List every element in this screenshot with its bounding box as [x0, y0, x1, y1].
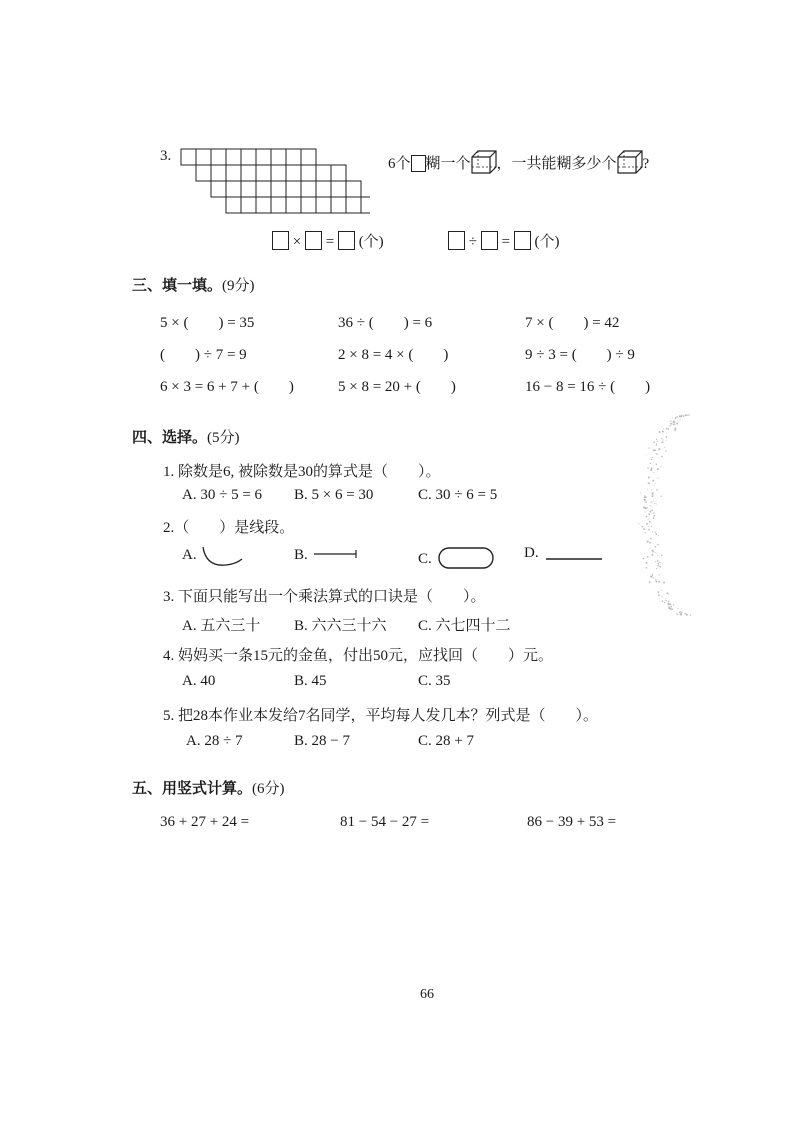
- vertical-calc-item: 36 + 27 + 24 =: [160, 814, 250, 830]
- speckle-dot: [652, 549, 654, 551]
- speckle-dot: [653, 441, 655, 443]
- speckle-dot: [651, 554, 653, 556]
- section3-points: (9分): [222, 278, 255, 294]
- problem3-text-b: 糊一个: [425, 156, 471, 172]
- paper-grid-cell: [196, 149, 211, 165]
- speckle-dot: [680, 419, 681, 420]
- question-5-option-a[interactable]: A. 28 ÷ 7: [186, 733, 243, 749]
- paper-grid-cell: [331, 165, 346, 181]
- speckle-dot: [656, 439, 657, 440]
- speckle-dot: [683, 415, 685, 417]
- speckle-dot: [657, 591, 659, 593]
- speckle-dot: [654, 449, 656, 451]
- speckle-dot: [681, 614, 682, 615]
- paper-grid-cell: [301, 181, 316, 197]
- paper-grid-cell: [226, 149, 241, 165]
- speckle-dot: [664, 602, 665, 603]
- section3-heading: [132, 274, 255, 295]
- option-label: A.: [182, 547, 197, 563]
- paper-grid-cell: [211, 165, 226, 181]
- paper-grid-cell: [346, 181, 361, 197]
- speckle-dot: [667, 603, 669, 605]
- speckle-dot: [648, 519, 649, 520]
- paper-grid-cell: [301, 197, 316, 213]
- answer-box[interactable]: [305, 231, 322, 250]
- speckle-dot: [657, 555, 658, 556]
- speckle-dot: [653, 577, 654, 578]
- question-2-option-b[interactable]: [294, 545, 360, 564]
- speckle-dot: [668, 601, 670, 603]
- paper-grid-cell: [256, 149, 271, 165]
- speckle-dot: [686, 614, 688, 616]
- speckle-dot: [653, 501, 654, 502]
- cube-box-icon: [471, 150, 497, 179]
- paper-grid-cell: [241, 181, 256, 197]
- speckle-dot: [680, 614, 681, 615]
- speckle-dot: [677, 420, 678, 421]
- question-2-option-c[interactable]: [418, 545, 496, 571]
- speckle-dot: [645, 501, 646, 502]
- fill-item: 7 × ( ) = 42: [525, 315, 620, 331]
- paper-grid-figure: [180, 148, 370, 219]
- speckle-dot: [655, 546, 657, 548]
- paper-grid-cell: [256, 197, 271, 213]
- speckle-dot: [661, 456, 663, 458]
- fill-item: 5 × 8 = 20 + ( ): [338, 379, 456, 395]
- section3-title: 三、填一填。: [132, 276, 223, 294]
- speckle-dot: [666, 600, 667, 601]
- speckle-dot: [652, 509, 653, 510]
- speckle-dot: [677, 422, 678, 423]
- speckle-dot: [668, 607, 670, 609]
- question-3-option-c[interactable]: C. 六七四十二: [418, 618, 511, 634]
- speckle-dot: [663, 582, 665, 584]
- paper-grid-cell: [226, 181, 241, 197]
- answer-box[interactable]: [481, 231, 498, 250]
- speckle-dot: [690, 614, 692, 616]
- speckle-dot: [656, 463, 658, 465]
- speckle-dot: [654, 443, 655, 444]
- speckle-dot: [676, 613, 677, 614]
- paper-grid-cell: [271, 149, 286, 165]
- paper-grid-cell: [226, 165, 241, 181]
- speckle-dot: [659, 431, 661, 433]
- question-4-option-c[interactable]: C. 35: [418, 673, 451, 689]
- speckle-dot: [670, 423, 672, 425]
- question-1-option-a[interactable]: A. 30 ÷ 5 = 6: [182, 487, 263, 503]
- speckle-dot: [646, 567, 648, 569]
- speckle-dot: [640, 492, 641, 493]
- speckle-dot: [652, 531, 653, 532]
- speckle-dot: [673, 604, 674, 605]
- speckle-dot: [646, 454, 647, 455]
- paper-grid-cell: [271, 165, 286, 181]
- problem3-text-d: ?: [642, 156, 650, 172]
- speckle-dot: [647, 489, 648, 490]
- speckle-dot: [666, 440, 667, 441]
- speckle-dot: [657, 468, 659, 470]
- speckle-dot: [652, 492, 654, 494]
- speckle-dot: [688, 414, 690, 416]
- speckle-dot: [646, 562, 647, 563]
- speckle-dot: [650, 469, 651, 470]
- speckle-dot: [657, 565, 659, 567]
- paper-grid-cell: [256, 165, 271, 181]
- speckle-dot: [665, 598, 666, 599]
- fill-item: 36 ÷ ( ) = 6: [338, 315, 433, 331]
- question-2-option-a[interactable]: [182, 545, 244, 569]
- speckle-dot: [651, 495, 653, 497]
- speckle-dot: [681, 612, 682, 613]
- paper-grid-cell: [331, 197, 346, 213]
- question-5-stem: 5. 把28本作业本发给7名同学，平均每人发几本？列式是（ ）。: [163, 708, 599, 724]
- paper-grid-cell: [286, 149, 301, 165]
- speckle-dot: [680, 416, 681, 417]
- speckle-dot: [647, 507, 648, 508]
- speckle-dot: [652, 457, 653, 458]
- option-label: D.: [524, 545, 539, 561]
- paper-grid-cell: [286, 181, 301, 197]
- speckle-dot: [649, 521, 651, 523]
- speckle-dot: [648, 541, 649, 542]
- speckle-dot: [648, 447, 649, 448]
- speckle-dot: [647, 556, 649, 558]
- speckle-dot: [686, 415, 687, 416]
- paper-grid-cell: [181, 149, 196, 165]
- problem3-number: 3.: [160, 148, 172, 164]
- fill-item: 9 ÷ 3 = ( ) ÷ 9: [525, 347, 635, 363]
- speckle-dot: [661, 596, 662, 597]
- question-4-option-b[interactable]: B. 45: [294, 673, 327, 689]
- paper-grid-svg: [180, 148, 370, 214]
- section4-heading: [132, 426, 240, 447]
- paper-grid-cell: [301, 149, 316, 165]
- speckle-dot: [681, 415, 682, 416]
- question-1-stem: 1. 除数是6, 被除数是30的算式是（ ）。: [163, 464, 441, 480]
- speckle-dot: [675, 417, 676, 418]
- speckle-dot: [649, 505, 650, 506]
- page-number: 66: [420, 987, 434, 1002]
- paper-grid-cell: [316, 181, 331, 197]
- problem3-text-c: ，一共能糊多少个: [496, 156, 617, 172]
- speckle-dot: [649, 581, 651, 583]
- speckle-dot: [685, 613, 687, 615]
- speckle-dot: [674, 428, 676, 430]
- speckle-dot: [658, 450, 659, 451]
- speckle-dot: [673, 424, 675, 426]
- vertical-calc-item: 86 − 39 + 53 =: [527, 814, 617, 830]
- section5-heading: [132, 777, 285, 798]
- speckle-dot: [655, 533, 657, 535]
- speckle-dot: [651, 489, 652, 490]
- speckle-dot: [657, 563, 659, 565]
- problem3-divide-row: [448, 230, 559, 251]
- problem3-text-a: 6个: [388, 156, 411, 172]
- speckle-dot: [660, 562, 661, 563]
- section5-points: (6分): [252, 781, 285, 797]
- question-4-option-a[interactable]: A. 40: [182, 673, 216, 689]
- speckle-dot: [648, 482, 650, 484]
- speckle-dot: [643, 528, 645, 530]
- paper-grid-cell: [256, 181, 271, 197]
- square-paper-icon: [411, 155, 426, 172]
- speckle-dot: [656, 503, 657, 504]
- question-5-option-b[interactable]: B. 28 − 7: [294, 733, 350, 749]
- speckle-dot: [657, 441, 658, 442]
- paper-grid-cell: [316, 197, 331, 213]
- speckle-dot: [653, 517, 655, 519]
- speckle-dot: [651, 467, 653, 469]
- equals-symbol: =: [325, 234, 335, 250]
- speckle-dot: [649, 548, 650, 549]
- speckle-dot: [656, 443, 657, 444]
- speckle-dot: [676, 423, 678, 425]
- paper-grid-cell: [286, 165, 301, 181]
- speckle-dot: [657, 454, 658, 455]
- paper-grid-cell: [241, 197, 256, 213]
- speckle-dot: [656, 489, 658, 491]
- question-1-option-b[interactable]: B. 5 × 6 = 30: [294, 487, 374, 503]
- option-label: C.: [418, 551, 432, 567]
- paper-grid-cell: [241, 149, 256, 165]
- speckle-dot: [646, 501, 647, 502]
- speckle-dot: [645, 507, 647, 509]
- speckle-dot: [687, 415, 688, 416]
- speckle-dot: [677, 614, 678, 615]
- question-3-option-a[interactable]: A. 五六三十: [182, 618, 261, 634]
- speckle-dot: [642, 558, 644, 560]
- speckle-dot: [658, 594, 660, 596]
- speckle-dot: [666, 436, 668, 438]
- speckle-dot: [651, 526, 652, 527]
- curve-line-icon: [200, 545, 244, 569]
- speckle-dot: [646, 516, 648, 518]
- speckle-dot: [685, 415, 686, 416]
- speckle-dot: [665, 451, 666, 452]
- speckle-dot: [655, 552, 656, 553]
- cube-box-icon-2: [617, 150, 643, 179]
- speckle-dot: [655, 531, 656, 532]
- fill-item: 5 × ( ) = 35: [160, 315, 255, 331]
- speckle-dot: [658, 535, 659, 536]
- speckle-dot: [651, 459, 652, 460]
- equals-symbol: =: [501, 234, 510, 250]
- speckle-dot: [658, 448, 660, 450]
- paper-grid-cell: [271, 181, 286, 197]
- speckle-dot: [666, 428, 668, 430]
- speckle-dot: [670, 421, 671, 422]
- speckle-dot: [648, 529, 650, 531]
- speckle-dot: [649, 542, 651, 544]
- divide-symbol: ÷: [468, 234, 477, 250]
- speckle-dot: [648, 526, 649, 527]
- speckle-dot: [650, 506, 651, 507]
- paper-grid-cell: [226, 197, 241, 213]
- speckle-dot: [645, 532, 646, 533]
- speckle-dot: [657, 553, 658, 554]
- speckle-dot: [662, 590, 663, 591]
- speckle-dot: [671, 608, 673, 610]
- speckle-dot: [662, 430, 664, 432]
- speckle-dot: [653, 512, 654, 513]
- speckle-dot: [650, 463, 652, 465]
- paper-grid-cell: [211, 181, 226, 197]
- speckle-dot: [660, 496, 661, 497]
- speckle-dot: [650, 538, 652, 540]
- paper-grid-cell: [271, 197, 286, 213]
- speckle-dot: [648, 513, 650, 515]
- speckle-dot: [663, 440, 664, 441]
- paper-grid-cell: [211, 149, 226, 165]
- speckle-dot: [652, 480, 654, 482]
- speckle-dot: [662, 600, 664, 602]
- speckle-dot: [656, 568, 657, 569]
- speckle-dot: [662, 434, 663, 435]
- speckle-dot: [647, 468, 648, 469]
- speckle-dot: [653, 515, 655, 517]
- speckle-dot: [650, 492, 651, 493]
- times-symbol: ×: [292, 234, 302, 250]
- speckle-dot: [673, 420, 674, 421]
- question-2-option-d[interactable]: [524, 545, 604, 563]
- answer-box[interactable]: [448, 231, 465, 250]
- unit-label: (个): [358, 234, 384, 250]
- question-3-stem: 3. 下面只能写出一个乘法算式的口诀是（ ）。: [163, 589, 486, 605]
- section4-title: 四、选择。: [132, 428, 208, 446]
- speckle-dot: [650, 575, 652, 577]
- speckle-dot: [652, 551, 653, 552]
- question-2-stem: 2.（ ）是线段。: [163, 520, 295, 536]
- problem3-multiply-row: [272, 230, 384, 251]
- paper-grid-cell: [241, 165, 256, 181]
- paper-grid-cell: [361, 197, 370, 213]
- speckle-dot: [663, 439, 664, 440]
- speckle-dot: [654, 485, 655, 486]
- line-segment-icon: [542, 545, 604, 563]
- option-label: B.: [294, 547, 308, 563]
- answer-box[interactable]: [514, 231, 531, 250]
- fill-item: 6 × 3 = 6 + 7 + ( ): [160, 379, 294, 395]
- speckle-dot: [668, 605, 669, 606]
- speckle-dot: [670, 603, 672, 605]
- speckle-dot: [653, 472, 654, 473]
- speckle-dot: [677, 608, 678, 609]
- speckle-dot: [657, 478, 658, 479]
- speckle-dot: [652, 449, 653, 450]
- speckle-dot: [679, 611, 681, 613]
- question-4-stem: 4. 妈妈买一条15元的金鱼，付出50元，应找回（ ）元。: [163, 648, 554, 664]
- speckle-dot: [652, 574, 654, 576]
- speckle-dot: [670, 606, 672, 608]
- speckle-dot: [661, 466, 662, 467]
- paper-grid-cell: [301, 165, 316, 181]
- speckle-dot: [638, 523, 639, 524]
- speckle-dot: [663, 428, 664, 429]
- speckle-dot: [656, 444, 657, 445]
- speckle-dot: [656, 581, 658, 583]
- section4-points: (5分): [207, 430, 240, 446]
- section5-title: 五、用竖式计算。: [132, 779, 253, 797]
- problem3-question: [388, 150, 649, 179]
- speckle-dot: [660, 566, 661, 567]
- paper-grid-cell: [286, 197, 301, 213]
- speckle-dot: [674, 424, 675, 425]
- speckle-dot: [657, 560, 659, 562]
- ray-line-icon: [312, 545, 360, 563]
- speckle-dot: [664, 447, 665, 448]
- speckle-dot: [664, 594, 665, 595]
- speckle-dot: [654, 503, 655, 504]
- speckle-dot: [650, 511, 652, 513]
- speckle-dot: [669, 425, 670, 426]
- speckle-dot: [673, 421, 675, 423]
- speckle-dot: [645, 502, 646, 503]
- speckle-dot: [662, 441, 663, 442]
- speckle-dot: [658, 581, 660, 583]
- speckle-dot: [644, 496, 646, 498]
- speckle-dot: [641, 526, 643, 528]
- scan-speckle-decoration: [612, 410, 692, 620]
- answer-box[interactable]: [338, 231, 355, 250]
- speckle-dot: [644, 511, 645, 512]
- paper-grid-cell: [346, 197, 361, 213]
- closed-curve-icon: [436, 545, 496, 571]
- unit-label: (个): [534, 234, 560, 250]
- vertical-calc-item: 81 − 54 − 27 =: [340, 814, 430, 830]
- speckle-dot: [661, 555, 662, 556]
- question-5-option-c[interactable]: C. 28 + 7: [418, 733, 474, 749]
- speckle-dot: [644, 499, 645, 500]
- speckle-dot: [668, 594, 669, 595]
- speckle-dot: [655, 483, 656, 484]
- speckle-dot: [646, 523, 648, 525]
- speckle-dot: [650, 502, 651, 503]
- speckle-dot: [661, 438, 662, 439]
- speckle-dot: [657, 544, 659, 546]
- paper-grid-cell: [196, 165, 211, 181]
- speckle-dot: [655, 561, 656, 562]
- question-3-option-b[interactable]: B. 六六三十六: [294, 618, 387, 634]
- speckle-dot: [659, 574, 660, 575]
- fill-item: 2 × 8 = 4 × ( ): [338, 347, 449, 363]
- paper-grid-cell: [331, 181, 346, 197]
- speckle-dot: [653, 551, 654, 552]
- answer-box[interactable]: [272, 231, 289, 250]
- speckle-dot: [672, 417, 673, 418]
- speckle-dot: [656, 453, 657, 454]
- paper-grid-cell: [316, 165, 331, 181]
- speckle-dot: [667, 428, 669, 430]
- question-1-option-c[interactable]: C. 30 ÷ 6 = 5: [418, 487, 498, 503]
- fill-item: ( ) ÷ 7 = 9: [160, 347, 247, 363]
- speckle-dot: [655, 579, 656, 580]
- speckle-dot: [648, 477, 650, 479]
- fill-item: 16 − 8 = 16 ÷ ( ): [525, 379, 651, 395]
